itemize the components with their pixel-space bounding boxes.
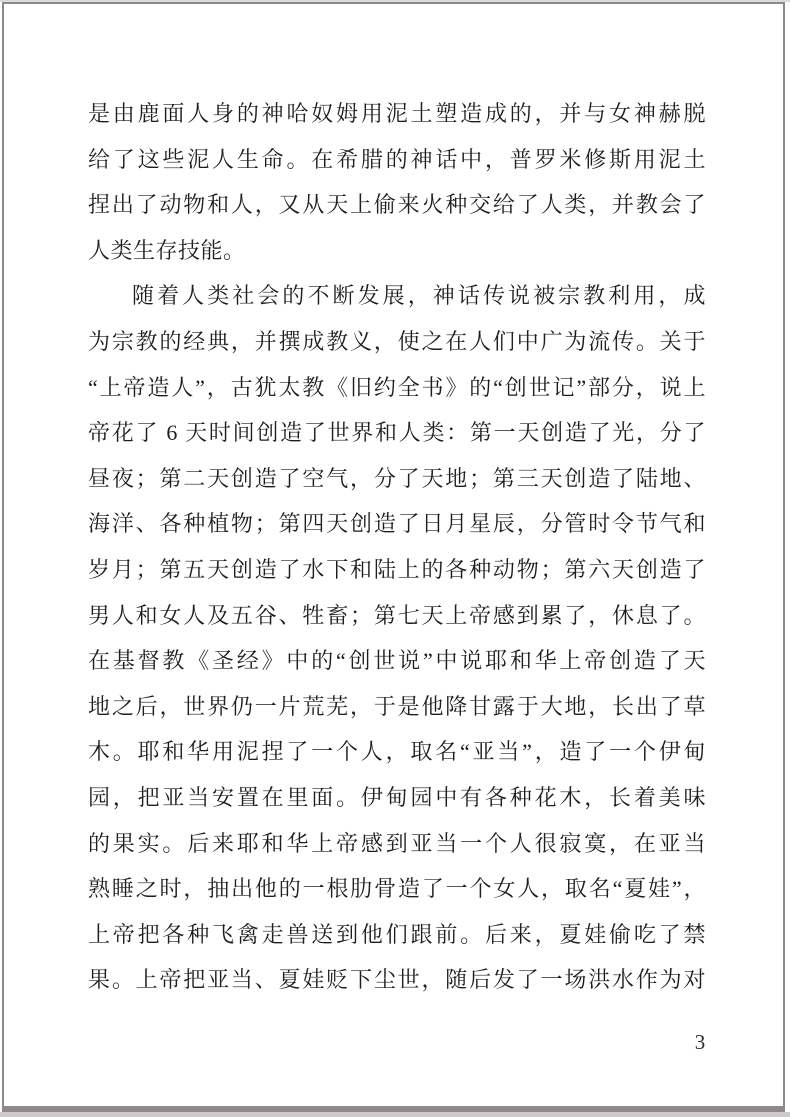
text-line: 熟睡之时，抽出他的一根肋骨造了一个女人，取名“夏娃”， [88, 876, 706, 902]
text-line: 昼夜；第二天创造了空气，分了天地；第三天创造了陆地、 [88, 465, 706, 491]
text-line: 上帝把各种飞禽走兽送到他们跟前。后来，夏娃偷吃了禁 [88, 921, 706, 947]
text-line: 海洋、各种植物；第四天创造了日月星辰，分管时令节气和 [88, 511, 706, 537]
page-bottom-edge [0, 1112, 790, 1117]
text-line: 是由鹿面人身的神哈奴姆用泥土塑造成的，并与女神赫脱 [88, 101, 706, 126]
text-line: “上帝造人”，古犹太教《旧约全书》的“创世记”部分，说上 [88, 374, 706, 400]
text-line: 地之后，世界仍一片荒芜，于是他降甘露于大地，长出了草 [88, 693, 706, 719]
text-line: 岁月；第五天创造了水下和陆上的各种动物；第六天创造了 [88, 556, 706, 582]
body-text [88, 91, 706, 1003]
text-line: 捏出了动物和人，又从天上偷来火种交给了人类，并教会了 [88, 192, 706, 218]
text-line: 为宗教的经典，并撰成教义，使之在人们中广为流传。关于 [88, 328, 706, 354]
text-line: 人类生存技能。 [88, 237, 246, 263]
text-line: 随着人类社会的不断发展，神话传说被宗教利用，成 [132, 283, 706, 309]
text-line: 在基督教《圣经》中的“创世说”中说耶和华上帝创造了天 [88, 648, 706, 674]
text-line: 帝花了 6 天时间创造了世界和人类：第一天创造了光，分了 [88, 420, 706, 446]
page-number: 3 [694, 1030, 706, 1054]
text-line: 木。耶和华用泥捏了一个人，取名“亚当”，造了一个伊甸 [88, 739, 706, 765]
text-line: 果。上帝把亚当、夏娃贬下尘世，随后发了一场洪水作为对 [88, 967, 706, 993]
page-top-edge [0, 0, 790, 2]
text-line: 给了这些泥人生命。在希腊的神话中，普罗米修斯用泥土 [88, 146, 706, 172]
text-line: 园，把亚当安置在里面。伊甸园中有各种花木，长着美味 [88, 784, 706, 810]
text-line: 男人和女人及五谷、牲畜；第七天上帝感到累了，休息了。 [88, 602, 706, 628]
text-line: 的果实。后来耶和华上帝感到亚当一个人很寂寞，在亚当 [88, 830, 706, 856]
